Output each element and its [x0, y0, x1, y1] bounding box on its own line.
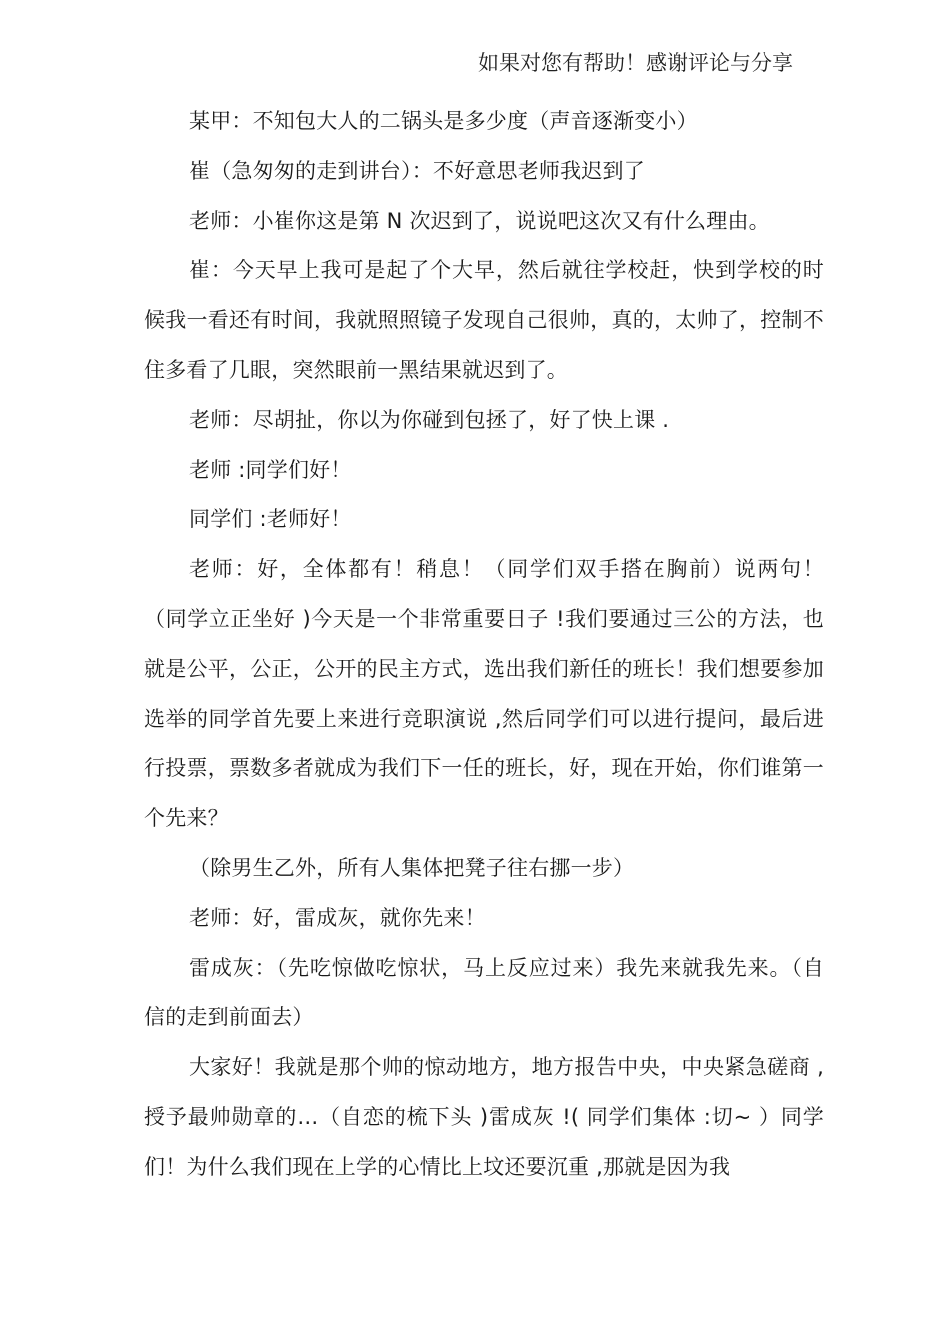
paragraph: 同学们 :老师好！	[189, 507, 352, 532]
paragraph: 老师：小崔你这是第 N 次迟到了，说说吧这次又有什么理由。	[189, 208, 770, 233]
paragraph: 崔：今天早上我可是起了个大早，然后就往学校赶，快到学校的时候我一看还有时间，我就照照镜子发现自己很帅，真的，太帅了，控制不住多看了几眼，突然眼前一黑结果就迟到了。	[144, 258, 824, 382]
paragraph: 老师：尽胡扯，你以为你碰到包拯了，好了快上课 .	[189, 407, 670, 432]
paragraph: 老师：好，雷成灰，就你先来！	[189, 905, 486, 930]
paragraph: 崔（急匆匆的走到讲台）：不好意思老师我迟到了	[189, 158, 645, 183]
paragraph: 老师：好，全体都有！稍息！（同学们双手搭在胸前）说两句！（同学立正坐好 )今天是一个非常重要日子 !我们要通过三公的方法，也就是公平，公正，公开的民主方式，选出我们新任的班长！我们想要参加选举的同学首先要上来进行竞职演说 ,然后同学们可以进行提问，最后进行投票，票数多者就成为我们下一任的班长，好，现在开始，你们谁第一个先来？	[144, 557, 824, 831]
document-body	[144, 97, 824, 1193]
paragraph: 大家好！我就是那个帅的惊动地方，地方报告中央，中央紧急磋商 ,授予最帅勋章的…（自恋的梳下头 )雷成灰 !( 同学们集体 :切~ ）同学们！为什么我们现在上学的心情比上坟还要沉重 ,那就是因为我	[144, 1055, 824, 1179]
paragraph: 某甲：不知包大人的二锅头是多少度（声音逐渐变小）	[189, 109, 698, 133]
paragraph: 雷成灰：（先吃惊做吃惊状，马上反应过来）我先来就我先来。（自信的走到前面去）	[144, 955, 824, 1030]
paragraph: （除男生乙外，所有人集体把凳子往右挪一步）	[189, 855, 635, 880]
page-header: 如果对您有帮助！感谢评论与分享	[478, 51, 793, 75]
paragraph: 老师 :同学们好！	[189, 457, 352, 482]
